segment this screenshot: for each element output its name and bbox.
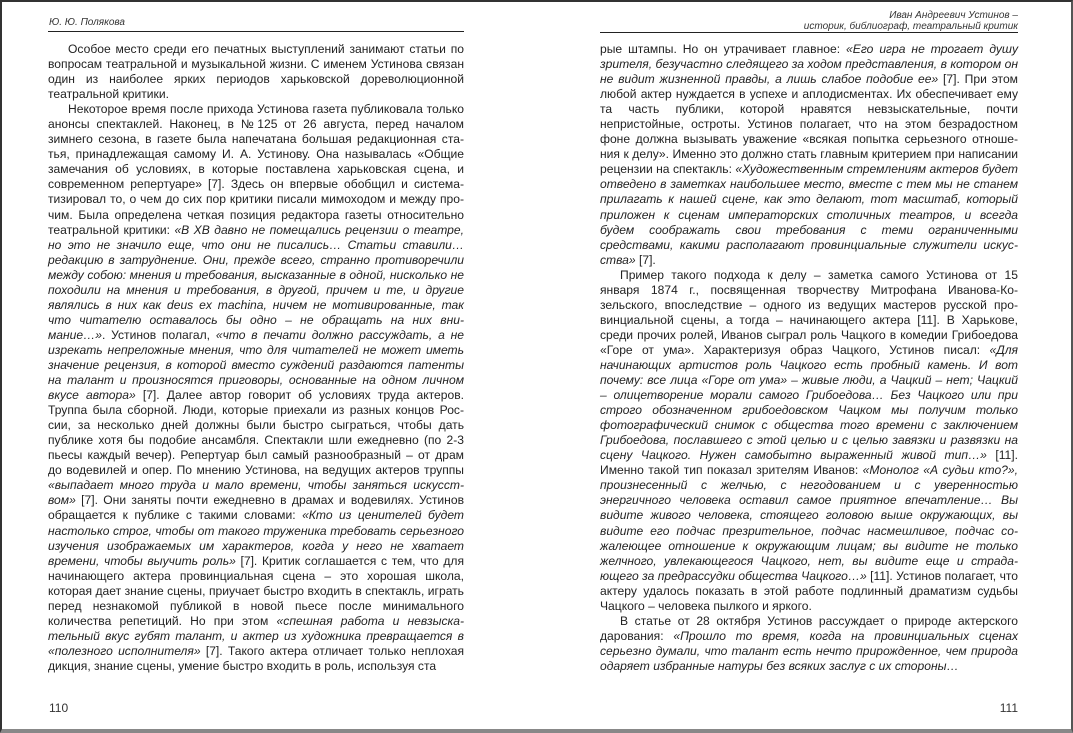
text-run: Пример такого подхода к делу – заметка самого Устинова от 15 января 1874 г., посвященная творчеству Митрофана Иванова-Козельского, впоследствие – одного из ведущих мастеров русской провинциальной сцены, а тогда – начинающего актера [11]. В Харькове, среди прочих ролей, Иванов сыграл роль Чацкого в комедии Грибоедова «Горе от ума». Характеризуя образ Чацкого, Устинов писал:: [600, 267, 1018, 357]
page-number-right: 111: [999, 701, 1018, 715]
quotation-italic: «что в печати должно рассуждать, а не изрекать непреложные мнения, что для читателей не может иметь значение рецензия, в которой вместо суждений раздаются патенты на талант и произносятся приговоры, основанные на одном личном вкусе автора»: [48, 327, 464, 403]
left-body-text: [48, 42, 464, 674]
quotation-italic: «Прошло то время, когда на провинциальных сценах серьезно думали, что талант есть нечто прирожденное, чем природа одаряет избранные натуры без всяких заслуг с их стороны…: [600, 628, 1019, 673]
running-head-title: Иван Андреевич Устинов –: [889, 10, 1018, 21]
quotation-italic: «спешная работа и невзыскательный вкус губят талант, и актер из художника превращается в «полезного исполнителя»: [48, 613, 464, 658]
right-page: [600, 2, 1018, 731]
text-run: [7]. Далее автор говорит об условиях труда актеров. Труппа была сборной. Люди, которые приехали из разных концов России, за несколько дней должны были быстро сыграться, чтобы дать публике хотя бы подобие ансамбля. Спектакли шли ежедневно (по 2-3 пьесы каждый вечер). Репертуар был самый разнообразный – от драм до водевилей и опер. По мнению Устинова, на ведущих актеров труппы: [48, 388, 464, 478]
text-run: рые штампы. Но он утрачивает главное:: [600, 42, 847, 56]
paragraph: [600, 614, 1018, 674]
text-run: [11]. Именно такой тип показал зрителям Иванов:: [600, 448, 1019, 478]
quotation-italic: «выпадает много труда и мало времени, чтобы заняться искусством»: [48, 478, 464, 508]
text-run: . Устинов полагал,: [101, 327, 216, 342]
left-page: [48, 2, 464, 731]
text-run: [7]. Такого актера отличает только неплохая дикция, знание сцены, умение быстро входить в роль, используя ста: [48, 643, 465, 673]
quotation-italic: «Монолог «А судьи кто?», произнесенный с желчью, с негодованием и с уверенностью энергичного человека оставил самое приятное впечатление… Вы видите живого человека, стоящего головою выше окружающих, вы видите его подчас презрительное, подчас насмешливое, подчас сожалеющее отношение к окружающим лицам; вы видите не только желчного, увлекающегося Чацкого, нет, вы видите еще и страдающего за предрассудки общества Чацкого…»: [600, 463, 1018, 583]
author-name: Ю. Ю. Полякова: [49, 17, 125, 28]
quotation-italic: «Художественным стремлениям актеров будет отведено в заметках наибольшее место, вместе с тем мы не станем прилагать к нашей сцене, как это делают, тот масштаб, который приложен к сценам императорских столичных театров, и всегда будем соображать свои требования с теми ограниченными средствами, какими располагают провинциальные служители искусства»: [600, 162, 1018, 267]
paragraph: [48, 42, 464, 102]
text-run: [7]. При этом любой актер нуждается в успехе и аплодисментах. Их обеспечивает ему та часть публики, которой нравятся невзыскательные, почти непристойные, остроты. Устинов полагает, что на этом безрадостном фоне должна вызывать уважение «всякая попытка серьезного отношения к делу». Именно это должно стать главным критерием при написании рецензии на спектакль:: [600, 72, 1018, 177]
text-run: [7].: [635, 252, 656, 267]
quotation-italic: «Для начинающих артистов роль Чацкого есть пробный камень. И вот почему: все лица «Горе от ума» – живые люди, а Чацкий – нет; Чацкий – олицетворение морали самого Грибоедова… Без Чацкого или при строго обозначенном грибоедовском Чацком мы получим только фотографический снимок с общества того времени с заключением Грибоедова, пославшего с этой целью и с целью завязки и развязки на сцену Чацкого. Нужен самобытно выраженный живой тип…»: [600, 342, 1018, 463]
text-run: В статье от 28 октября Устинов рассуждает о природе актерского дарования:: [600, 613, 1018, 643]
running-head-left: [48, 14, 464, 32]
running-head-subtitle: историк, библиограф, театральный критик: [803, 21, 1018, 32]
paragraph: [48, 102, 464, 674]
text-run: Некоторое время после прихода Устинова газета публиковала только анонсы спектаклей. Наконец, в №125 от 26 августа, перед началом зимнего сезона, в газете была напечатана большая редакционная статья, принадлежащая самому И. А. Устинову. Она называлась «Общие замечания об условиях, в которые поставлена харьковская сцена, и современном репертуаре» [7]. Здесь он впервые обобщил и систематизировал то, о чем до сих пор критики писали мимоходом и между прочим. Была определена четкая позиция редактора газеты относительно театральной критики:: [48, 102, 464, 237]
quotation-italic: «В ХВ давно не помещались рецензии о театре, но это не значило еще, что они не писались… Статьи ставили… редакцию в затруднение. Они, прежде всего, странно противоречили между собою: мнения и требования, высказанные в одной, нисколько не походили на мнения и требования, в другой, причем и те, и другие являлись в них как deus ex machina, ничем не мотивированные, так что читателю оставалось бы одно – не обращать на них внимание…»: [48, 222, 464, 342]
text-run: [7]. Критик соглашается с тем, что для начинающего актера провинциальная сцена – это хорошая школа, которая дает знание сцены, приучает быстро входить в спектакль, играть перед незнакомой публикой в новой пьесе после минимального количества репетиций. Но при этом: [48, 553, 464, 628]
paragraph: [600, 42, 1018, 268]
paragraph: [600, 268, 1018, 614]
right-body-text: [600, 42, 1018, 674]
text-run: [11]. Устинов полагает, что актеру удалось показать в этой работе подлинный драматизм судьбы Чацкого – человека пылкого и яркого.: [600, 568, 1019, 613]
running-head-right: [600, 10, 1018, 33]
text-run: [7]. Они заняты почти ежедневно в драмах и водевилях. Устинов обращается к публике с такими словами:: [48, 493, 464, 523]
text-run: Особое место среди его печатных выступлений занимают статьи по вопросам театральной и музыкальной жизни. С именем Устинова связан один из наиболее ярких периодов харьковской дореволюционной театральной критики.: [48, 42, 464, 102]
page-number-left: 110: [49, 701, 69, 715]
quotation-italic: «Кто из ценителей будет настолько строг, чтобы от такого труженика требовать серьезного изучения изображаемых им характеров, когда у него не хватает времени, чтобы выучить роль»: [48, 508, 464, 568]
quotation-italic: «Его игра не трогает душу зрителя, безучастно следящего за ходом представления, в котором он не видит жизненной правды, а лишь слабое подобие ее»: [600, 42, 1019, 87]
